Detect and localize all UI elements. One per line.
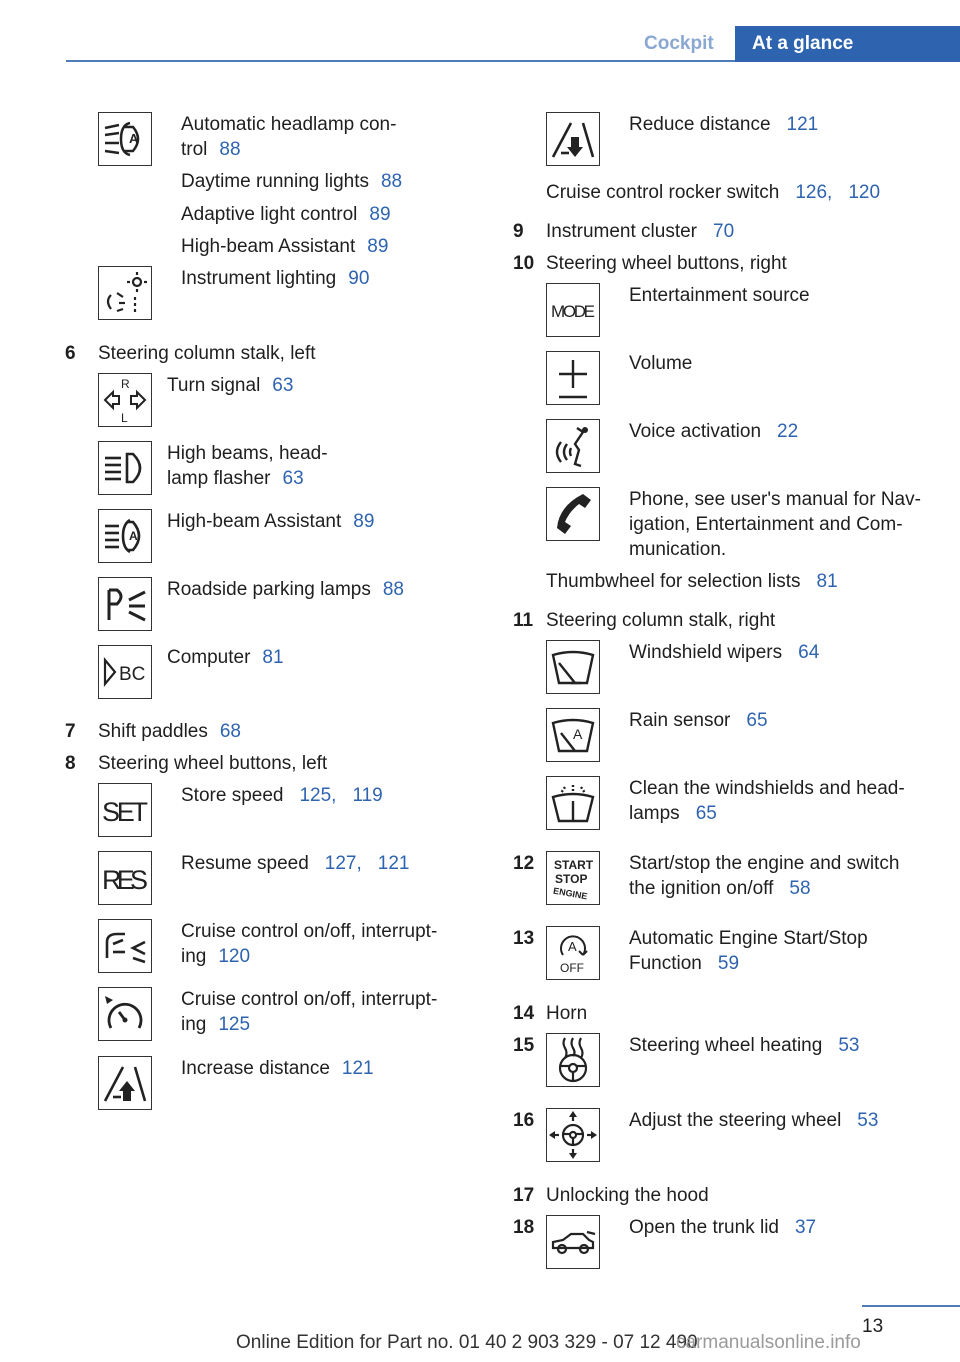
watermark: carmanualsonline.info bbox=[676, 1332, 861, 1353]
resume-speed-text: Resume speed 127, 121 bbox=[181, 853, 410, 874]
item-number: 12 bbox=[513, 853, 535, 874]
page-ref[interactable]: 126, bbox=[795, 182, 833, 203]
item-number: 18 bbox=[513, 1217, 535, 1238]
page-ref[interactable]: 22 bbox=[777, 421, 799, 442]
svg-text:A: A bbox=[129, 529, 138, 543]
page-ref[interactable]: 127, bbox=[324, 853, 362, 874]
svg-text:RES: RES bbox=[102, 865, 148, 895]
item-number: 16 bbox=[513, 1110, 535, 1131]
entertainment-source-text: Entertainment source bbox=[629, 285, 810, 306]
section-heading: Unlocking the hood bbox=[546, 1185, 709, 1206]
reduce-distance-icon bbox=[546, 112, 600, 166]
washer-icon bbox=[546, 776, 600, 830]
page-ref[interactable]: 90 bbox=[348, 268, 370, 289]
increase-distance-icon bbox=[98, 1056, 152, 1110]
adaptive-light-text: Adaptive light control 89 bbox=[181, 204, 391, 225]
trunk-lid-icon bbox=[546, 1215, 600, 1269]
rain-sensor-text: Rain sensor 65 bbox=[629, 710, 768, 731]
parking-lamps-icon bbox=[98, 577, 152, 631]
high-beam-icon bbox=[98, 441, 152, 495]
header-tab-label: At a glance bbox=[752, 33, 854, 54]
high-beam-assistant-text: High-beam Assistant 89 bbox=[181, 236, 389, 257]
set-icon bbox=[98, 783, 152, 837]
item-number: 11 bbox=[513, 610, 534, 631]
auto-headlamp-icon bbox=[98, 112, 152, 166]
start-stop-icon bbox=[546, 851, 600, 905]
page-ref[interactable]: 89 bbox=[353, 511, 375, 532]
cruise-onoff-text-2: ing 120 bbox=[181, 946, 251, 967]
page-ref[interactable]: 125 bbox=[218, 1014, 251, 1035]
thumbwheel-text: Thumbwheel for selection lists 81 bbox=[546, 571, 838, 592]
item-number: 7 bbox=[65, 721, 76, 742]
volume-text: Volume bbox=[629, 353, 693, 374]
steering-adjust-icon bbox=[546, 1108, 600, 1162]
cruise-onoff-text: Cruise control on/off, interrupt- bbox=[181, 921, 438, 942]
section-heading: Steering column stalk, right bbox=[546, 610, 776, 631]
turn-signal-text: Turn signal 63 bbox=[167, 375, 294, 396]
reduce-distance-text: Reduce distance 121 bbox=[629, 114, 819, 135]
auto-start-stop-text: Automatic Engine Start/Stop bbox=[629, 928, 868, 949]
page-ref[interactable]: 119 bbox=[352, 785, 383, 806]
page-ref[interactable]: 121 bbox=[786, 114, 819, 135]
page-ref[interactable]: 58 bbox=[789, 878, 811, 899]
page-ref[interactable]: 89 bbox=[369, 204, 391, 225]
cruise-onoff-2-text-2: ing 125 bbox=[181, 1014, 251, 1035]
section-heading: Steering wheel buttons, right bbox=[546, 253, 787, 274]
voice-activation-text: Voice activation 22 bbox=[629, 421, 799, 442]
cruise-control-icon bbox=[98, 919, 152, 973]
page-ref[interactable]: 88 bbox=[382, 579, 404, 600]
svg-text:A: A bbox=[568, 939, 577, 954]
high-beam-assistant-icon bbox=[98, 509, 152, 563]
item-number: 14 bbox=[513, 1003, 535, 1024]
page-ref[interactable]: 121 bbox=[341, 1058, 374, 1079]
item-number: 10 bbox=[513, 253, 535, 274]
item-number: 17 bbox=[513, 1185, 535, 1206]
auto-start-stop-off-icon bbox=[546, 926, 600, 980]
page-number: 13 bbox=[862, 1316, 884, 1337]
footer-rule bbox=[862, 1305, 960, 1307]
page-ref[interactable]: 53 bbox=[857, 1110, 879, 1131]
steering-wheel-heating-icon bbox=[546, 1033, 600, 1087]
item-number: 8 bbox=[65, 753, 76, 774]
svg-text:L: L bbox=[121, 411, 128, 425]
speedometer-icon bbox=[98, 987, 152, 1041]
computer-bc-icon bbox=[98, 645, 152, 699]
page-ref[interactable]: 65 bbox=[746, 710, 768, 731]
start-stop-text-2: the ignition on/off 58 bbox=[629, 878, 811, 899]
section-heading: Steering wheel buttons, left bbox=[98, 753, 328, 774]
wiper-icon bbox=[546, 640, 600, 694]
store-speed-text: Store speed 125, 119 bbox=[181, 785, 383, 806]
turn-signal-icon bbox=[98, 373, 152, 427]
high-beams-text-2: lamp flasher 63 bbox=[167, 468, 304, 489]
header-tab bbox=[735, 26, 960, 62]
start-stop-text: Start/stop the engine and switch bbox=[629, 853, 900, 874]
wipers-text: Windshield wipers 64 bbox=[629, 642, 820, 663]
item-number: 6 bbox=[65, 343, 76, 364]
svg-text:OFF: OFF bbox=[560, 961, 584, 975]
item-number: 9 bbox=[513, 221, 524, 242]
page-ref[interactable]: 63 bbox=[272, 375, 294, 396]
volume-plus-icon bbox=[546, 351, 600, 405]
svg-text:A: A bbox=[573, 726, 583, 742]
page-ref[interactable]: 120 bbox=[848, 182, 881, 203]
page-ref[interactable]: 88 bbox=[380, 171, 403, 192]
page-ref[interactable]: 64 bbox=[798, 642, 820, 663]
page-ref[interactable]: 68 bbox=[219, 721, 241, 742]
instrument-lighting-icon bbox=[98, 266, 152, 320]
page-ref[interactable]: 65 bbox=[695, 803, 717, 824]
phone-text-2: igation, Entertainment and Com- bbox=[629, 514, 903, 535]
rocker-switch-text: Cruise control rocker switch 126, 120 bbox=[546, 182, 881, 203]
page-ref[interactable]: 89 bbox=[367, 236, 389, 257]
phone-icon bbox=[546, 487, 600, 541]
instrument-lighting-text: Instrument lighting 90 bbox=[181, 268, 370, 289]
section-heading: Horn bbox=[546, 1003, 588, 1024]
section-heading: Shift paddles 68 bbox=[98, 721, 241, 742]
section-heading: Steering column stalk, left bbox=[98, 343, 316, 364]
section-heading: Instrument cluster 70 bbox=[546, 221, 735, 242]
high-beam-assistant-stalk-text: High-beam Assistant 89 bbox=[167, 511, 375, 532]
svg-text:A: A bbox=[129, 131, 139, 146]
res-icon bbox=[98, 851, 152, 905]
steering-heating-text: Steering wheel heating 53 bbox=[629, 1035, 860, 1056]
page-ref[interactable]: 37 bbox=[794, 1217, 817, 1238]
cruise-onoff-2-text: Cruise control on/off, interrupt- bbox=[181, 989, 438, 1010]
high-beams-text: High beams, head- bbox=[167, 443, 328, 464]
svg-text:BC: BC bbox=[119, 664, 146, 685]
voice-activation-icon bbox=[546, 419, 600, 473]
phone-text: Phone, see user's manual for Nav- bbox=[629, 489, 921, 510]
item-number: 13 bbox=[513, 928, 535, 949]
page-ref[interactable]: 70 bbox=[713, 221, 735, 242]
page-ref[interactable]: 125, bbox=[299, 785, 337, 806]
auto-headlamp-text: Automatic headlamp con- bbox=[181, 114, 397, 135]
rain-sensor-icon bbox=[546, 708, 600, 762]
page-ref[interactable]: 88 bbox=[219, 139, 241, 160]
parking-lamps-text: Roadside parking lamps 88 bbox=[167, 579, 404, 600]
svg-text:ENGINE: ENGINE bbox=[552, 885, 589, 902]
edition-footer: Online Edition for Part no. 01 40 2 903 329 - 07 12 490 bbox=[236, 1332, 698, 1353]
trunk-lid-text: Open the trunk lid 37 bbox=[629, 1217, 817, 1238]
page-ref[interactable]: 63 bbox=[282, 468, 304, 489]
item-number: 15 bbox=[513, 1035, 535, 1056]
svg-text:R: R bbox=[121, 377, 130, 391]
auto-headlamp-text-2: trol 88 bbox=[181, 139, 241, 160]
increase-distance-text: Increase distance 121 bbox=[181, 1058, 374, 1079]
page-ref[interactable]: 53 bbox=[838, 1035, 860, 1056]
svg-text:STOP: STOP bbox=[555, 872, 588, 886]
page-ref[interactable]: 120 bbox=[218, 946, 251, 967]
page-ref[interactable]: 59 bbox=[717, 953, 740, 974]
header-section: Cockpit bbox=[644, 33, 714, 54]
daytime-lights-text: Daytime running lights 88 bbox=[181, 171, 403, 192]
svg-text:MODE: MODE bbox=[551, 302, 595, 321]
page-ref[interactable]: 81 bbox=[816, 571, 838, 592]
svg-text:START: START bbox=[554, 858, 594, 872]
svg-text:SET: SET bbox=[102, 797, 148, 827]
phone-text-3: munication. bbox=[629, 539, 727, 560]
page-ref[interactable]: 81 bbox=[262, 647, 284, 668]
clean-windshield-text: Clean the windshields and head- bbox=[629, 778, 905, 799]
auto-start-stop-text-2: Function 59 bbox=[629, 953, 740, 974]
page-ref[interactable]: 121 bbox=[377, 853, 410, 874]
adjust-steering-text: Adjust the steering wheel 53 bbox=[629, 1110, 879, 1131]
computer-text: Computer 81 bbox=[167, 647, 284, 668]
mode-icon bbox=[546, 283, 600, 337]
clean-windshield-text-2: lamps 65 bbox=[629, 803, 717, 824]
